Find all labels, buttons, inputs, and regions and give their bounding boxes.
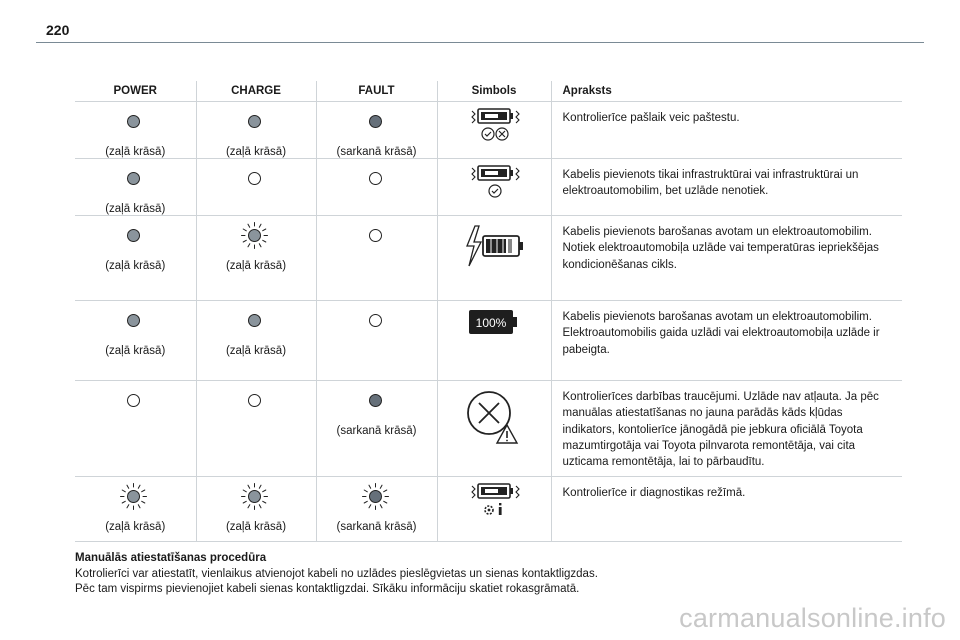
charge-led-icon bbox=[241, 307, 271, 337]
power-cell bbox=[75, 301, 196, 381]
power-cell bbox=[75, 477, 196, 542]
fault-cell bbox=[316, 381, 437, 477]
charging-battery-icon bbox=[461, 261, 527, 273]
self-test-icon bbox=[464, 133, 524, 145]
connected-not-charging-icon bbox=[464, 190, 524, 202]
charge-cell bbox=[196, 159, 316, 216]
fault-cell bbox=[316, 159, 437, 216]
charge-led-caption: (zaļā krāsā) bbox=[225, 146, 287, 158]
power-led-caption: (zaļā krāsā) bbox=[105, 521, 166, 534]
table-row bbox=[75, 477, 902, 542]
description-cell: Kontrolierīce pašlaik veic paštestu. bbox=[551, 102, 902, 159]
power-led-icon bbox=[120, 108, 150, 138]
table-row bbox=[75, 301, 902, 381]
charge-cell bbox=[196, 477, 316, 542]
header-divider bbox=[36, 42, 924, 43]
power-led-icon bbox=[120, 387, 150, 417]
charge-led-caption: (zaļā krāsā) bbox=[225, 345, 287, 357]
charge-cell bbox=[196, 381, 316, 477]
charge-led-icon bbox=[241, 165, 271, 195]
fault-led-caption: (sarkanā krāsā) bbox=[336, 146, 417, 158]
power-led-caption: (zaļā krāsā) bbox=[105, 260, 166, 272]
charge-cell bbox=[196, 102, 316, 159]
power-led-icon bbox=[120, 307, 150, 337]
table-row bbox=[75, 381, 902, 477]
manual-reset-text-1: Kotrolierīci var atiestatīt, vienlaikus atvienojot kabeli no uzlādes pieslēgvietas un sienas kontaktligzdas. bbox=[75, 567, 598, 580]
fault-cell bbox=[316, 477, 437, 542]
manual-reset-section bbox=[75, 551, 905, 598]
description-cell: Kontrolierīce ir diagnostikas režīmā. bbox=[551, 477, 902, 542]
charge-led-icon bbox=[241, 483, 271, 513]
power-cell bbox=[75, 102, 196, 159]
description-cell: Kabelis pievienots barošanas avotam un elektroautomobilim. Elektroautomobilis gaida uzlādi vai elektroautomobiļa uzlāde ir pabeigta. bbox=[551, 301, 902, 381]
power-led-caption: (zaļā krāsā) bbox=[105, 203, 166, 215]
fault-led-icon bbox=[362, 108, 392, 138]
table-header-row bbox=[75, 81, 902, 102]
power-cell bbox=[75, 381, 196, 477]
table-row bbox=[75, 102, 902, 159]
symbol-cell bbox=[437, 477, 551, 542]
symbol-cell bbox=[437, 159, 551, 216]
page-number: 220 bbox=[46, 22, 70, 38]
manual-reset-title: Manuālās atiestatīšanas procedūra bbox=[75, 552, 267, 564]
charge-cell bbox=[196, 301, 316, 381]
power-cell bbox=[75, 216, 196, 301]
fault-led-caption: (sarkanā krāsā) bbox=[336, 521, 417, 534]
fault-led-caption: (sarkanā krāsā) bbox=[336, 425, 417, 437]
fault-warning-icon bbox=[463, 438, 525, 450]
diagnostics-icon bbox=[464, 508, 524, 520]
fault-cell bbox=[316, 301, 437, 381]
fault-led-icon bbox=[362, 307, 392, 337]
battery-percent-label: 100% bbox=[475, 316, 507, 330]
power-led-caption: (zaļā krāsā) bbox=[105, 146, 166, 158]
description-cell: Kabelis pievienots tikai infrastruktūrai vai infrastruktūrai un elektroautomobilim, bet uzlāde nenotiek. bbox=[551, 159, 902, 216]
power-cell bbox=[75, 159, 196, 216]
symbol-cell bbox=[437, 301, 551, 381]
description-cell: Kontrolierīces darbības traucējumi. Uzlāde nav atļauta. Ja pēc manuālas atiestatīšanas no jauna parādās kāds kļūdas indikators, kontolierīce jānogādā pie jebkura oficiālā Toyota mazumtirgotāja vai Toyota pilnvarota remontētāja, vai cita uzticama remontētāja, lai to pārbaudītu. bbox=[551, 381, 902, 477]
fault-cell bbox=[316, 102, 437, 159]
fault-led-icon bbox=[362, 222, 392, 252]
charge-led-caption: (zaļā krāsā) bbox=[225, 521, 287, 534]
battery-full-icon bbox=[467, 316, 521, 340]
charge-led-icon bbox=[241, 108, 271, 138]
symbol-cell bbox=[437, 102, 551, 159]
fault-led-icon bbox=[362, 483, 392, 513]
symbol-cell bbox=[437, 216, 551, 301]
power-led-caption: (zaļā krāsā) bbox=[105, 345, 166, 357]
header-charge: CHARGE bbox=[196, 81, 316, 102]
header-power: POWER bbox=[75, 81, 196, 102]
header-symbol: Simbols bbox=[437, 81, 551, 102]
power-led-icon bbox=[120, 165, 150, 195]
charge-led-caption: (zaļā krāsā) bbox=[225, 260, 287, 272]
header-fault: FAULT bbox=[316, 81, 437, 102]
symbol-cell bbox=[437, 381, 551, 477]
description-cell: Kabelis pievienots barošanas avotam un elektroautomobilim. Notiek elektroautomobiļa uzlāde vai temperatūras iepriekšējas kondicionēšanas cikls. bbox=[551, 216, 902, 301]
power-led-icon bbox=[120, 222, 150, 252]
table-row bbox=[75, 159, 902, 216]
charge-led-icon bbox=[241, 387, 271, 417]
header-description: Apraksts bbox=[551, 81, 902, 102]
power-led-icon bbox=[120, 483, 150, 513]
charge-led-icon bbox=[241, 222, 271, 252]
manual-reset-text-2: Pēc tam vispirms pievienojiet kabeli sienas kontaktligzdai. Sīkāku informāciju skatiet rokasgrāmatā. bbox=[75, 583, 580, 595]
charge-cell bbox=[196, 216, 316, 301]
table-row bbox=[75, 216, 902, 301]
watermark-text: carmanualsonline.info bbox=[679, 603, 946, 633]
led-status-table bbox=[75, 81, 902, 542]
fault-led-icon bbox=[362, 165, 392, 195]
fault-led-icon bbox=[362, 387, 392, 417]
fault-cell bbox=[316, 216, 437, 301]
